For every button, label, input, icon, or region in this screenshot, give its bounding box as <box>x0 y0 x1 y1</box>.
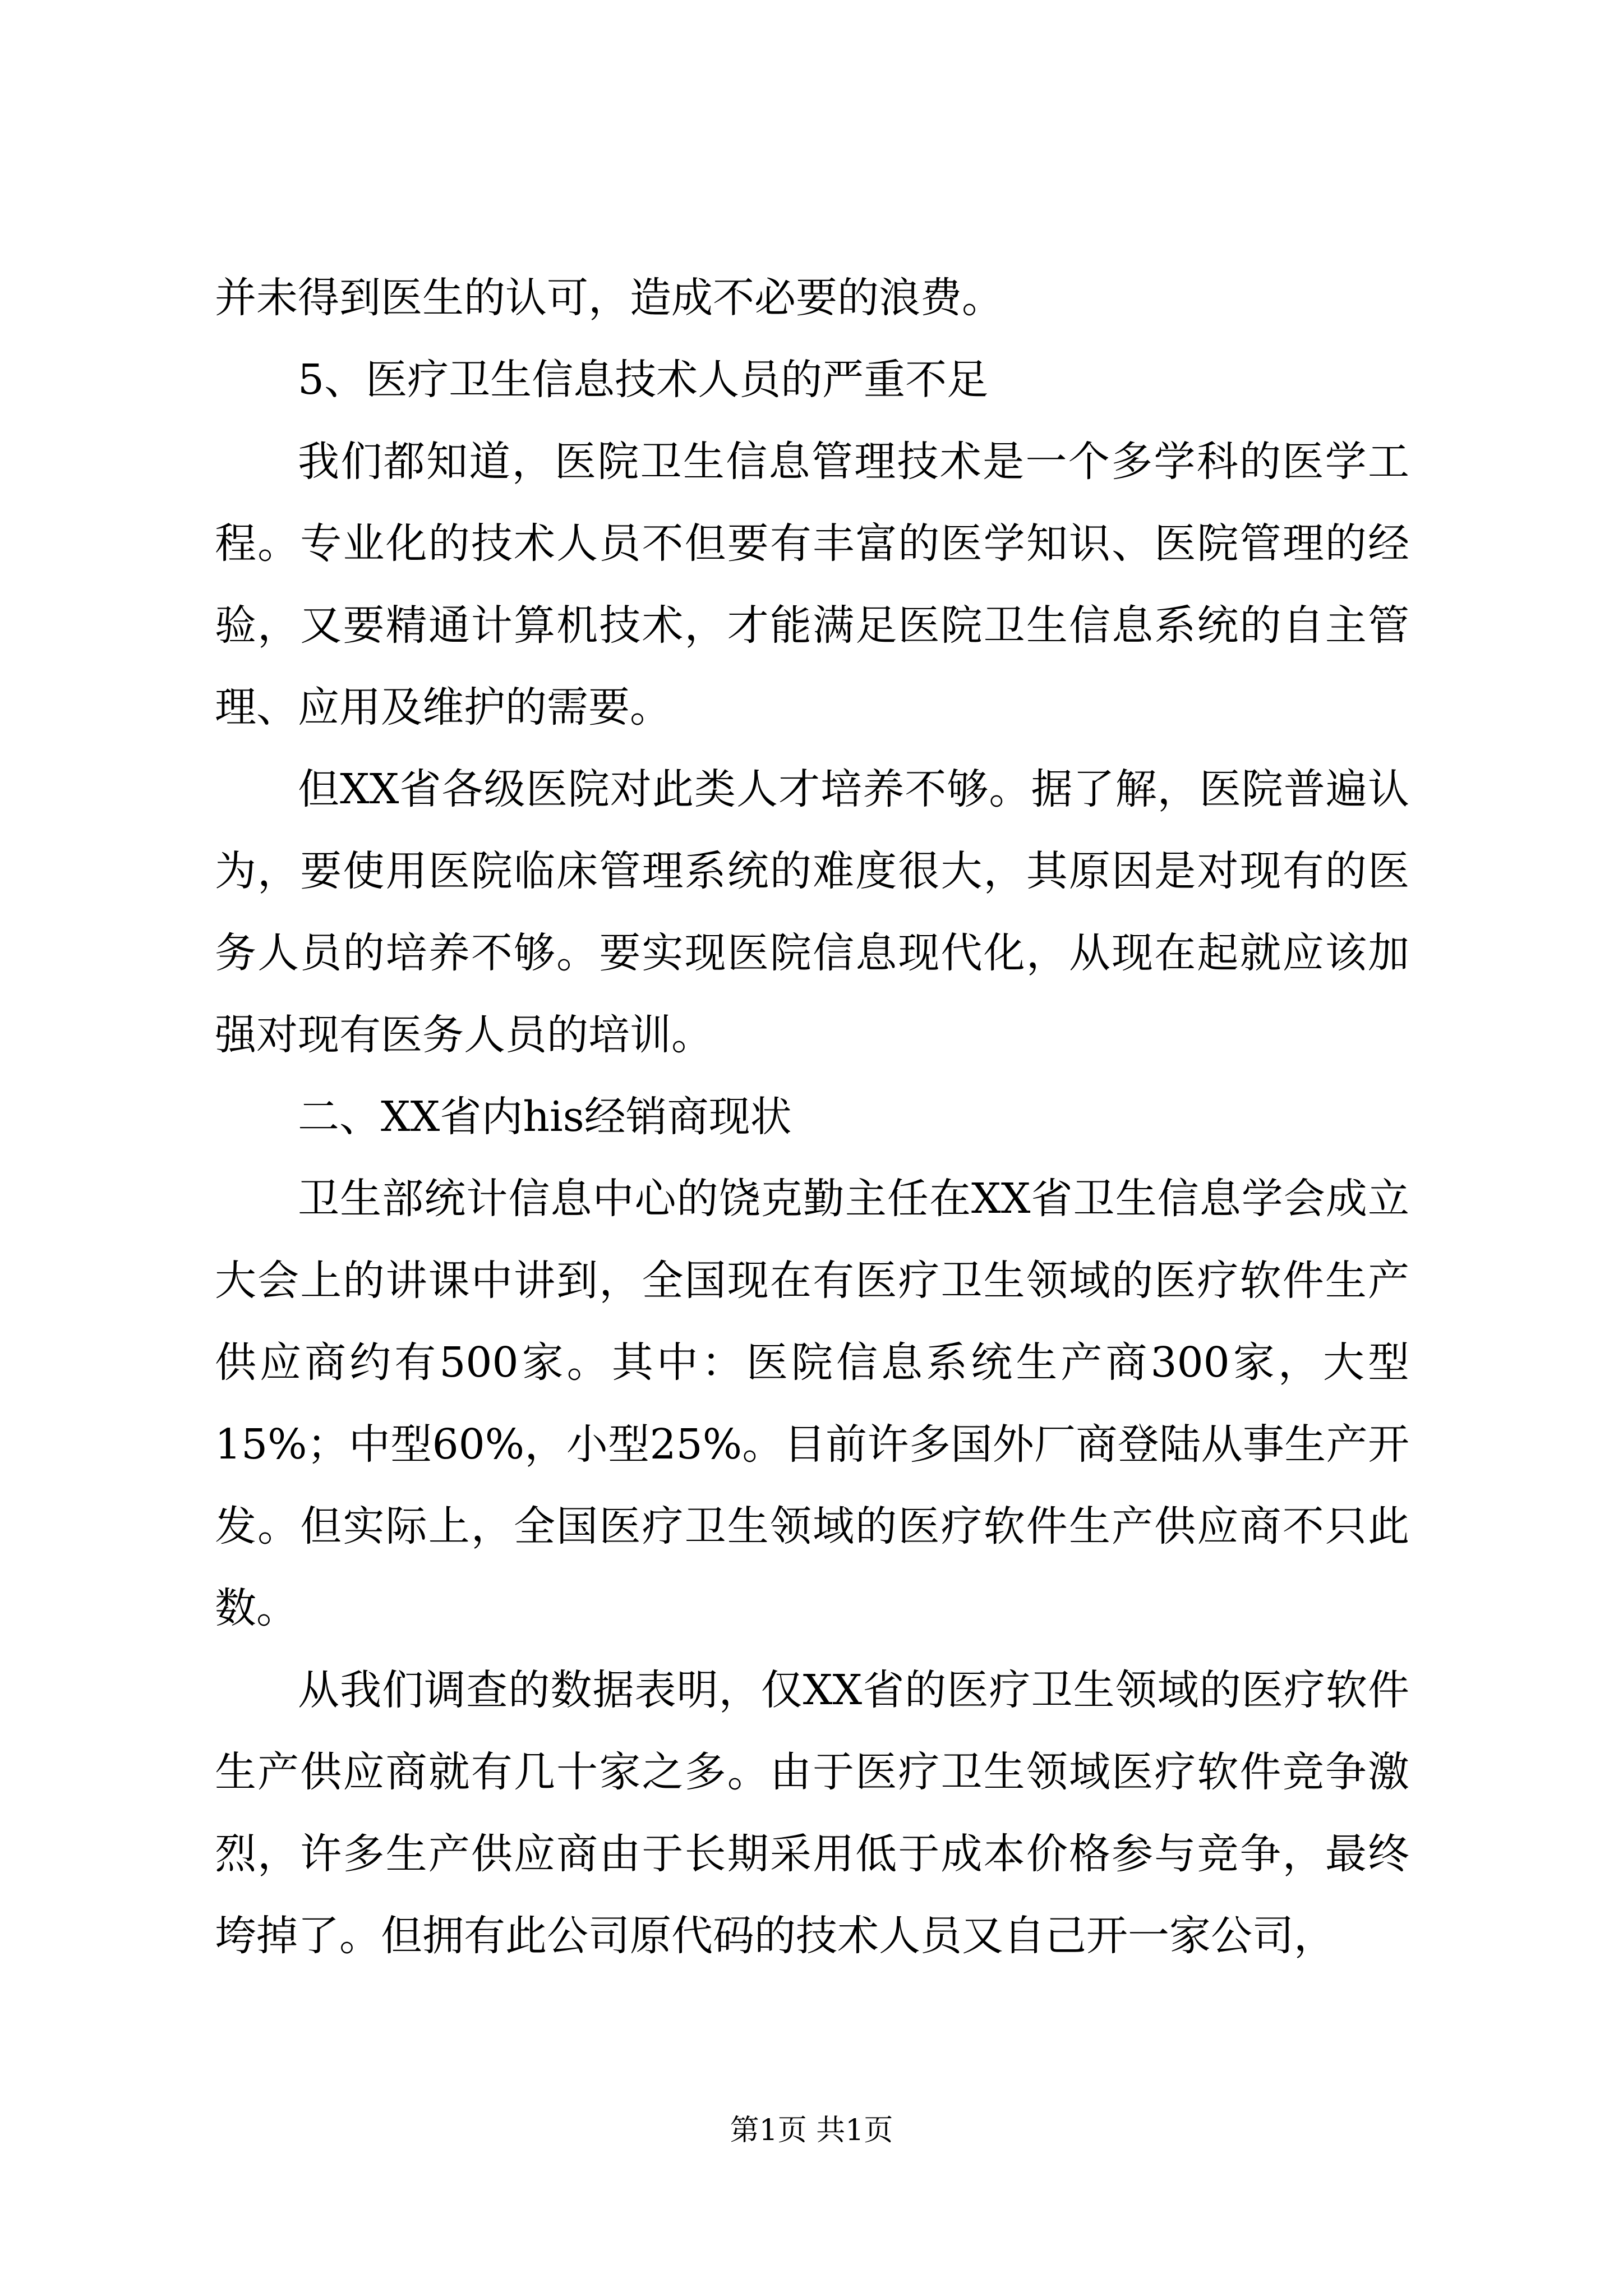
section-heading-2: 二、XX省内his经销商现状 <box>298 1093 792 1141</box>
paragraph: 卫生部统计信息中心的饶克勤主任在XX省卫生信息学会成立大会上的讲课中讲到，全国现在有医疗卫生领域的医疗软件生产供应商约有500家。其中：医院信息系统生产商300家，大型15%；中型60%，小型25%。目前许多国外厂商登陆从事生产开发。但实际上，全国医疗卫生领域的医疗软件生产供应商不只此数。 <box>215 1175 1409 1632</box>
paragraph: 我们都知道，医院卫生信息管理技术是一个多学科的医学工程。专业化的技术人员不但要有丰富的医学知识、医院管理的经验，又要精通计算机技术，才能满足医院卫生信息系统的自主管理、应用及维护的需要。 <box>215 438 1409 731</box>
paragraph-continuation: 并未得到医生的认可，造成不必要的浪费。 <box>215 274 1003 322</box>
paragraph: 从我们调查的数据表明，仅XX省的医疗卫生领域的医疗软件生产供应商就有几十家之多。由于医疗卫生领域医疗软件竞争激烈，许多生产供应商由于长期采用低于成本价格参与竞争，最终垮掉了。但拥有此公司原代码的技术人员又自己开一家公司， <box>215 1666 1409 1960</box>
page-footer: 第1页 共1页 <box>730 2114 893 2147</box>
body-text <box>215 257 1409 1977</box>
paragraph: 但XX省各级医院对此类人才培养不够。据了解，医院普遍认为，要使用医院临床管理系统的难度很大，其原因是对现有的医务人员的培养不够。要实现医院信息现代化，从现在起就应该加强对现有医务人员的培训。 <box>215 765 1409 1059</box>
section-heading-5: 5、医疗卫生信息技术人员的严重不足 <box>298 356 989 404</box>
